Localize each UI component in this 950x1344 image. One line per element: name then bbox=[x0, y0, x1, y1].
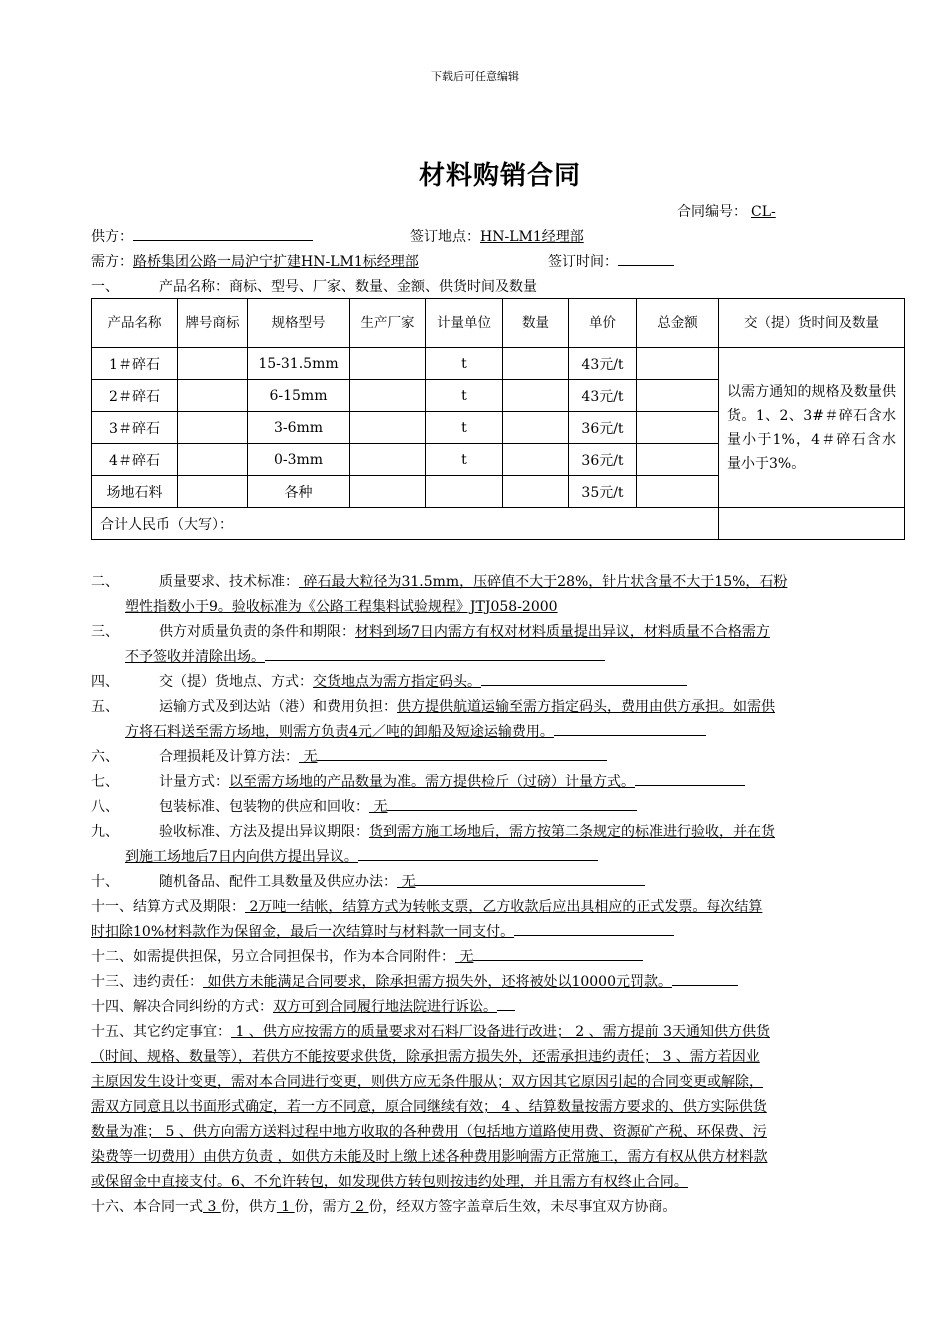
total-label: 合计人民币（大写）： bbox=[92, 508, 719, 540]
cell-qty bbox=[503, 412, 569, 444]
clause-2 bbox=[91, 570, 905, 620]
cell-qty bbox=[503, 380, 569, 412]
header-cell: 产品名称 bbox=[92, 299, 178, 348]
cell-qty bbox=[503, 476, 569, 508]
clause-number: 十、 bbox=[91, 874, 119, 890]
clause-label: 质量要求、技术标准： bbox=[159, 574, 299, 590]
underline-fill bbox=[358, 846, 598, 861]
underline-fill bbox=[554, 721, 706, 736]
cell-brand bbox=[178, 444, 248, 476]
clause-value: 塑性指数小于9。验收标准为《公路工程集料试验规程》JTJ058-2000 bbox=[125, 599, 558, 615]
table-header-row bbox=[92, 299, 905, 348]
clause-value: 时扣除10%材料款作为保留金，最后一次结算时与材料款一同支付。 bbox=[91, 924, 515, 940]
cell-spec: 6-15mm bbox=[248, 380, 350, 412]
clause-label: 随机备品、配件工具数量及供应办法： bbox=[159, 874, 397, 890]
cell-unit: t bbox=[426, 412, 503, 444]
document-title: 材料购销合同 bbox=[418, 161, 581, 191]
clause-4 bbox=[91, 670, 905, 695]
total-value bbox=[719, 508, 905, 540]
cell-name: 1＃碎石 bbox=[92, 348, 178, 380]
sign-time bbox=[548, 251, 674, 271]
cell-unit: t bbox=[426, 444, 503, 476]
cell-maker bbox=[350, 348, 426, 380]
clause-number: 四、 bbox=[91, 674, 119, 690]
clause-value: 无 bbox=[299, 749, 318, 765]
underline-fill bbox=[415, 871, 645, 886]
cell-price: 43元/t bbox=[569, 348, 637, 380]
underline-fill bbox=[672, 971, 738, 986]
cell-total bbox=[637, 380, 719, 412]
header-cell: 数量 bbox=[503, 299, 569, 348]
cell-maker bbox=[350, 412, 426, 444]
clause-value: 2万吨一结帐，结算方式为转帐支票，乙方收款后应出具相应的正式发票。每次结算 bbox=[245, 899, 763, 915]
supplier-blank bbox=[133, 226, 313, 241]
header-cell: 总金额 bbox=[637, 299, 719, 348]
cell-unit: t bbox=[426, 380, 503, 412]
cell-maker bbox=[350, 444, 426, 476]
clause-value: 碎石最大粒径为31.5mm，压碎值不大于28%，针片状含量不大于15%，石粉 bbox=[299, 574, 788, 590]
clause-value: 无 bbox=[455, 949, 474, 965]
cell-name: 3＃碎石 bbox=[92, 412, 178, 444]
clause-value: 以至需方场地的产品数量为准。需方提供检斤（过磅）计量方式。 bbox=[229, 774, 635, 790]
clause-label: 供方对质量负责的条件和期限： bbox=[159, 624, 355, 640]
sign-place-label: 签订地点： bbox=[410, 229, 480, 245]
clause-label: 十五、其它约定事宜： bbox=[91, 1024, 231, 1040]
cell-total bbox=[637, 476, 719, 508]
clause-value: 货到需方施工场地后，需方按第二条规定的标准进行验收，并在货 bbox=[369, 824, 775, 840]
cell-brand bbox=[178, 476, 248, 508]
clause-value: 双方可到合同履行地法院进行诉讼。 bbox=[273, 999, 497, 1015]
table-row bbox=[92, 348, 905, 380]
cell-total bbox=[637, 348, 719, 380]
clause-number: 五、 bbox=[91, 699, 119, 715]
cell-spec: 15-31.5mm bbox=[248, 348, 350, 380]
buyer-value: 路桥集团公路一局沪宁扩建HN-LM1标经理部 bbox=[133, 254, 419, 270]
clause-12 bbox=[91, 945, 905, 970]
clause-value: 不予签收并清除出场。 bbox=[125, 649, 265, 665]
buyer-line bbox=[91, 251, 419, 271]
underline-fill bbox=[317, 746, 607, 761]
cell-maker bbox=[350, 380, 426, 412]
clause-label: 包装标准、包装物的供应和回收： bbox=[159, 799, 369, 815]
clause-number: 八、 bbox=[91, 799, 119, 815]
clause-value: 或保留金中直接支付。6、不允许转包，如发现供方转包则按违约处理，并且需方有权终止合同。 bbox=[91, 1174, 688, 1190]
product-table bbox=[91, 298, 905, 540]
clause-label: 运输方式及到达站（港）和费用负担： bbox=[159, 699, 397, 715]
clause-15 bbox=[91, 1020, 905, 1195]
delivery-note: 以需方通知的规格及数量供货。1、2、3#＃碎石含水量小于1%，4＃碎石含水量小于3%。 bbox=[719, 348, 905, 508]
sign-place-value: HN-LM1经理部 bbox=[480, 229, 584, 245]
clause-label: 验收标准、方法及提出异议期限： bbox=[159, 824, 369, 840]
sign-time-label: 签订时间： bbox=[548, 254, 618, 270]
clause-value: 无 bbox=[369, 799, 388, 815]
cell-total bbox=[637, 412, 719, 444]
clause-6 bbox=[91, 745, 905, 770]
cell-spec: 0-3mm bbox=[248, 444, 350, 476]
clause-number: 二、 bbox=[91, 574, 119, 590]
header-cell: 交（提）货时间及数量 bbox=[719, 299, 905, 348]
cell-brand bbox=[178, 412, 248, 444]
clause-8 bbox=[91, 795, 905, 820]
header-cell: 单价 bbox=[569, 299, 637, 348]
supplier-line bbox=[91, 226, 313, 246]
contract-number bbox=[677, 201, 806, 221]
cell-price: 35元/t bbox=[569, 476, 637, 508]
table-total-row bbox=[92, 508, 905, 540]
clause-number: 六、 bbox=[91, 749, 119, 765]
clause-value: 供方提供航道运输至需方指定码头，费用由供方承担。如需供 bbox=[397, 699, 775, 715]
clause-label: 十一、结算方式及期限： bbox=[91, 899, 245, 915]
underline-fill bbox=[514, 921, 674, 936]
cell-price: 36元/t bbox=[569, 412, 637, 444]
clause-5 bbox=[91, 695, 905, 745]
clause-value: 无 bbox=[397, 874, 416, 890]
underline-fill bbox=[481, 671, 687, 686]
cell-total bbox=[637, 444, 719, 476]
underline-fill bbox=[265, 646, 605, 661]
underline-fill bbox=[497, 996, 515, 1011]
clause-number: 九、 bbox=[91, 824, 119, 840]
supplier-label: 供方： bbox=[91, 229, 133, 245]
clause-value: （时间、规格、数量等），若供方不能按要求供货，除承担需方损失外，还需承担违约责任； 3 、需方若因业 bbox=[91, 1049, 760, 1065]
cell-name: 2＃碎石 bbox=[92, 380, 178, 412]
cell-price: 43元/t bbox=[569, 380, 637, 412]
clause-16 bbox=[91, 1195, 905, 1220]
section-1-num: 一、 bbox=[91, 279, 119, 295]
buyer-label: 需方： bbox=[91, 254, 133, 270]
header-cell: 生产厂家 bbox=[350, 299, 426, 348]
clause-label: 交（提）货地点、方式： bbox=[159, 674, 313, 690]
clause-number: 七、 bbox=[91, 774, 119, 790]
copies-total: 3 bbox=[203, 1199, 221, 1215]
sign-place bbox=[410, 226, 584, 246]
cell-qty bbox=[503, 348, 569, 380]
clause-label: 合理损耗及计算方法： bbox=[159, 749, 299, 765]
clause-label: 十二、如需提供担保，另立合同担保书，作为本合同附件： bbox=[91, 949, 455, 965]
copies-supplier: 1 bbox=[276, 1199, 295, 1215]
clause-text: 份，经双方签字盖章后生效，未尽事宜双方协商。 bbox=[368, 1199, 677, 1215]
cell-spec: 3-6mm bbox=[248, 412, 350, 444]
clause-text: 份，需方 bbox=[294, 1199, 351, 1215]
clause-value: 染费等一切费用）由供方负责 ，如供方未能及时上缴上述各种费用影响需方正常施工，需方有权从供方材料款 bbox=[91, 1149, 768, 1165]
cell-price: 36元/t bbox=[569, 444, 637, 476]
clause-value: 1 、供方应按需方的质量要求对石料厂设备进行改进； 2 、需方提前 3天通知供方供货 bbox=[231, 1024, 770, 1040]
cell-brand bbox=[178, 348, 248, 380]
underline-fill bbox=[473, 946, 643, 961]
cell-unit bbox=[426, 476, 503, 508]
underline-fill bbox=[387, 796, 637, 811]
clause-value: 方将石料送至需方场地，则需方负责4元／吨的卸船及短途运输费用。 bbox=[125, 724, 554, 740]
clause-value: 数量为准； 5 、供方向需方送料过程中地方收取的各种费用（包括地方道路使用费、资源矿产税、环保费、污 bbox=[91, 1124, 767, 1140]
clause-label: 十三、违约责任： bbox=[91, 974, 203, 990]
clause-7 bbox=[91, 770, 905, 795]
underline-fill bbox=[635, 771, 745, 786]
clause-3 bbox=[91, 620, 905, 670]
clause-label: 计量方式： bbox=[159, 774, 229, 790]
cell-name: 4＃碎石 bbox=[92, 444, 178, 476]
cell-spec: 各种 bbox=[248, 476, 350, 508]
clause-value: 需双方同意且以书面形式确定，若一方不同意，原合同继续有效； 4 、结算数量按需方要求的、供方实际供货 bbox=[91, 1099, 767, 1115]
clause-9 bbox=[91, 820, 905, 870]
contract-number-value: CL- bbox=[751, 204, 776, 220]
cell-qty bbox=[503, 444, 569, 476]
sign-time-blank bbox=[618, 251, 674, 266]
clause-value: 主原因发生设计变更，需对本合同进行变更，则供方应无条件服从；双方因其它原因引起的合同变更或解除， bbox=[91, 1074, 763, 1090]
clause-value: 如供方未能满足合同要求，除承担需方损失外，还将被处以10000元罚款。 bbox=[203, 974, 672, 990]
section-1-text: 产品名称：商标、型号、厂家、数量、金额、供货时间及数量 bbox=[159, 279, 537, 295]
cell-maker bbox=[350, 476, 426, 508]
clause-value: 材料到场7日内需方有权对材料质量提出异议，材料质量不合格需方 bbox=[355, 624, 770, 640]
clause-11 bbox=[91, 895, 905, 945]
clause-label: 十四、解决合同纠纷的方式： bbox=[91, 999, 273, 1015]
clause-10 bbox=[91, 870, 905, 895]
cell-unit: t bbox=[426, 348, 503, 380]
header-cell: 计量单位 bbox=[426, 299, 503, 348]
clause-value: 到施工场地后7日内向供方提出异议。 bbox=[125, 849, 358, 865]
clause-value: 交货地点为需方指定码头。 bbox=[313, 674, 481, 690]
section-1 bbox=[91, 276, 537, 296]
header-cell: 牌号商标 bbox=[178, 299, 248, 348]
clause-14 bbox=[91, 995, 905, 1020]
header-cell: 规格型号 bbox=[248, 299, 350, 348]
cell-name: 场地石料 bbox=[92, 476, 178, 508]
cell-brand bbox=[178, 380, 248, 412]
clause-text: 份，供方 bbox=[220, 1199, 277, 1215]
header-note: 下载后可任意编辑 bbox=[431, 70, 519, 83]
copies-buyer: 2 bbox=[350, 1199, 369, 1215]
clause-13 bbox=[91, 970, 905, 995]
clause-text: 十六、本合同一式 bbox=[91, 1199, 203, 1215]
contract-number-label: 合同编号： bbox=[677, 204, 747, 220]
clause-number: 三、 bbox=[91, 624, 119, 640]
